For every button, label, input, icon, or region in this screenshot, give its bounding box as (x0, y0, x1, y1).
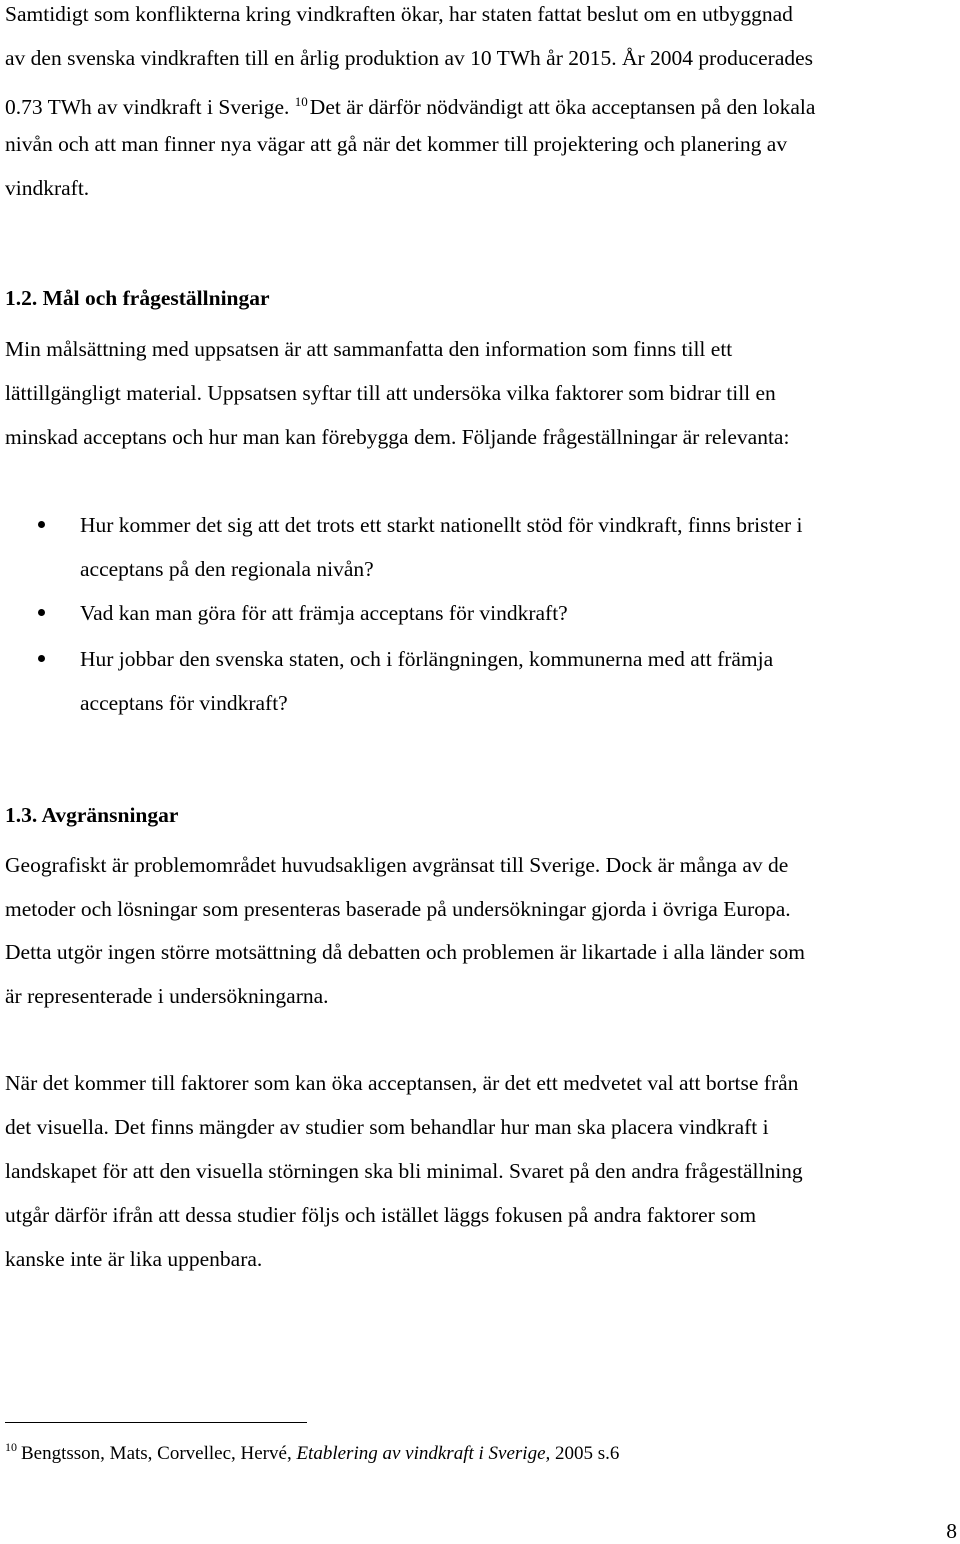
intro-line-3a: 0.73 TWh av vindkraft i Sverige. (5, 95, 290, 119)
section-heading-1-2: 1.2. Mål och frågeställningar (5, 286, 270, 310)
section-1-3-p1-line-2: metoder och lösningar som presenteras baserade på undersökningar gjorda i övriga Europa. (5, 897, 791, 921)
bullet-3-line-2: acceptans för vindkraft? (80, 691, 288, 715)
bullet-1-line-1: Hur kommer det sig att det trots ett starkt nationellt stöd för vindkraft, finns brister i (80, 513, 803, 537)
bullet-1-line-2: acceptans på den regionala nivån? (80, 557, 374, 581)
intro-line-5: vindkraft. (5, 176, 90, 200)
footnote-number: 10 (5, 1440, 17, 1454)
section-1-3-p1-line-4: är representerade i undersökningarna. (5, 984, 329, 1008)
section-1-3-p1-line-1: Geografiskt är problemområdet huvudsakligen avgränsat till Sverige. Dock är många av de (5, 853, 789, 877)
footnote-title: Etablering av vindkraft i Sverige, (296, 1443, 551, 1464)
section-1-2-line-3: minskad acceptans och hur man kan förebygga dem. Följande frågeställningar är relevanta: (5, 425, 790, 449)
bullet-marker-1 (38, 521, 45, 528)
bullet-2-line-1: Vad kan man göra för att främja acceptans för vindkraft? (80, 601, 568, 625)
footnote-rest: 2005 s.6 (555, 1443, 620, 1464)
section-1-3-p2-line-1: När det kommer till faktorer som kan öka acceptansen, är det ett medvetet val att bortse från (5, 1071, 799, 1095)
section-1-2-line-2: lättillgängligt material. Uppsatsen syftar till att undersöka vilka faktorer som bidrar till en (5, 381, 776, 405)
footnote-separator (5, 1422, 307, 1423)
page-number: 8 (946, 1519, 957, 1543)
intro-line-3 (5, 89, 815, 120)
section-heading-1-3: 1.3. Avgränsningar (5, 803, 179, 827)
bullet-3-line-1: Hur jobbar den svenska staten, och i förlängningen, kommunerna med att främja (80, 647, 774, 671)
section-1-3-p2-line-2: det visuella. Det finns mängder av studier som behandlar hur man ska placera vindkraft i (5, 1115, 769, 1139)
section-1-3-p1-line-3: Detta utgör ingen större motsättning då debatten och problemen är likartade i alla länder som (5, 940, 806, 964)
bullet-marker-2 (38, 609, 45, 616)
footnote (5, 1434, 619, 1467)
section-1-3-p2-line-4: utgår därför ifrån att dessa studier följs och istället läggs fokusen på andra faktorer som (5, 1203, 757, 1227)
bullet-marker-3 (38, 655, 45, 662)
intro-line-1: Samtidigt som konflikterna kring vindkraften ökar, har staten fattat beslut om en utbyggnad (5, 2, 793, 26)
footnote-authors: Bengtsson, Mats, Corvellec, Hervé, (21, 1443, 292, 1464)
section-1-3-p2-line-5: kanske inte är lika uppenbara. (5, 1247, 263, 1271)
intro-line-2: av den svenska vindkraften till en årlig produktion av 10 TWh år 2015. År 2004 producerades (5, 46, 814, 70)
section-1-2-line-1: Min målsättning med uppsatsen är att sammanfatta den information som finns till ett (5, 337, 733, 361)
footnote-reference: 10 (294, 94, 308, 109)
section-1-3-p2-line-3: landskapet för att den visuella störningen ska bli minimal. Svaret på den andra frågeställning (5, 1159, 803, 1183)
intro-line-3b: Det är därför nödvändigt att öka acceptansen på den lokala (309, 95, 816, 119)
intro-line-4: nivån och att man finner nya vägar att gå när det kommer till projektering och planering av (5, 132, 788, 156)
